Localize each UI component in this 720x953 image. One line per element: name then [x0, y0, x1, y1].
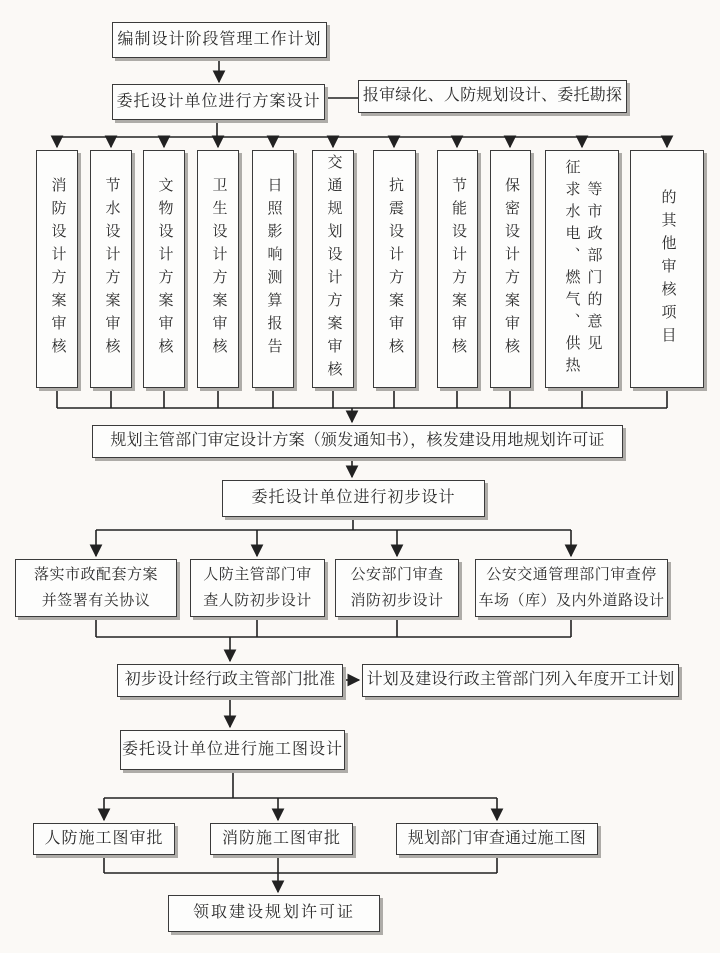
review-column-confidentiality — [490, 150, 531, 388]
node-traffic-parking-road-review — [475, 559, 668, 617]
node-line: 人防主管部门审 — [203, 567, 312, 583]
review-column-label: 文物设计方案审核 — [156, 177, 173, 361]
node-planning-authority-approval: 规划主管部门审定设计方案（颁发通知书），核发建设用地规划许可证 — [92, 425, 623, 458]
review-column-sunlight — [252, 150, 294, 388]
node-line: 车场（库）及内外道路设计 — [478, 593, 665, 609]
node-obtain-planning-permit: 领取建设规划许可证 — [168, 895, 380, 932]
review-column-label: 征求水电、燃气、供热 — [563, 159, 580, 379]
node-line: 并签署有关协议 — [41, 593, 151, 609]
node-compile-management-plan: 编制设计阶段管理工作计划 — [112, 22, 327, 58]
review-column-seismic — [373, 150, 416, 388]
review-column-other-items — [630, 150, 704, 388]
node-fire-drawing-approval: 消防施工图审批 — [210, 823, 353, 855]
node-planning-drawing-review: 规划部门审查通过施工图 — [396, 823, 598, 855]
review-column-label-pair — [564, 159, 601, 379]
review-column-label: 卫生设计方案审核 — [210, 177, 227, 361]
node-commission-scheme-design: 委托设计单位进行方案设计 — [112, 84, 325, 120]
review-column-label: 节能设计方案审核 — [450, 177, 466, 361]
review-column-label: 抗震设计方案审核 — [387, 177, 403, 361]
node-line: 查人防初步设计 — [203, 593, 312, 609]
node-municipal-supporting-scheme — [15, 559, 177, 617]
review-column-label: 节水设计方案审核 — [103, 177, 120, 361]
node-annual-construction-plan: 计划及建设行政主管部门列入年度开工计划 — [362, 664, 679, 697]
review-column-label: 日照影响测算报告 — [265, 177, 282, 361]
review-column-label: 等市政部门的意见 — [585, 181, 602, 357]
review-column-water-saving — [90, 150, 132, 388]
review-column-label: 保密设计方案审核 — [503, 177, 519, 361]
review-column-label: 的其他审核项目 — [659, 188, 676, 350]
node-commission-construction-drawings: 委托设计单位进行施工图设计 — [120, 730, 345, 770]
node-line: 公安部门审查 — [350, 567, 444, 583]
review-column-energy-saving — [437, 150, 478, 388]
node-fire-preliminary-review — [335, 559, 459, 617]
node-commission-preliminary-design: 委托设计单位进行初步设计 — [222, 480, 485, 517]
node-civil-defense-drawing-approval: 人防施工图审批 — [33, 823, 175, 855]
node-side-report-approvals: 报审绿化、人防规划设计、委托勘探 — [358, 80, 627, 113]
review-column-municipal-opinions — [545, 150, 619, 388]
node-line: 消防初步设计 — [350, 593, 444, 609]
review-column-fire — [36, 150, 78, 388]
review-column-hygiene — [197, 150, 239, 388]
review-column-label: 消防设计方案审核 — [49, 177, 66, 361]
node-preliminary-design-approved: 初步设计经行政主管部门批准 — [117, 664, 343, 697]
node-line: 落实市政配套方案 — [33, 567, 158, 583]
node-line: 公安交通管理部门审查停 — [486, 567, 657, 583]
review-column-traffic-planning — [312, 150, 354, 388]
review-column-cultural-relics — [143, 150, 185, 388]
node-civil-defense-preliminary-review — [190, 559, 325, 617]
review-column-label: 交通规划设计方案审核 — [325, 154, 342, 384]
